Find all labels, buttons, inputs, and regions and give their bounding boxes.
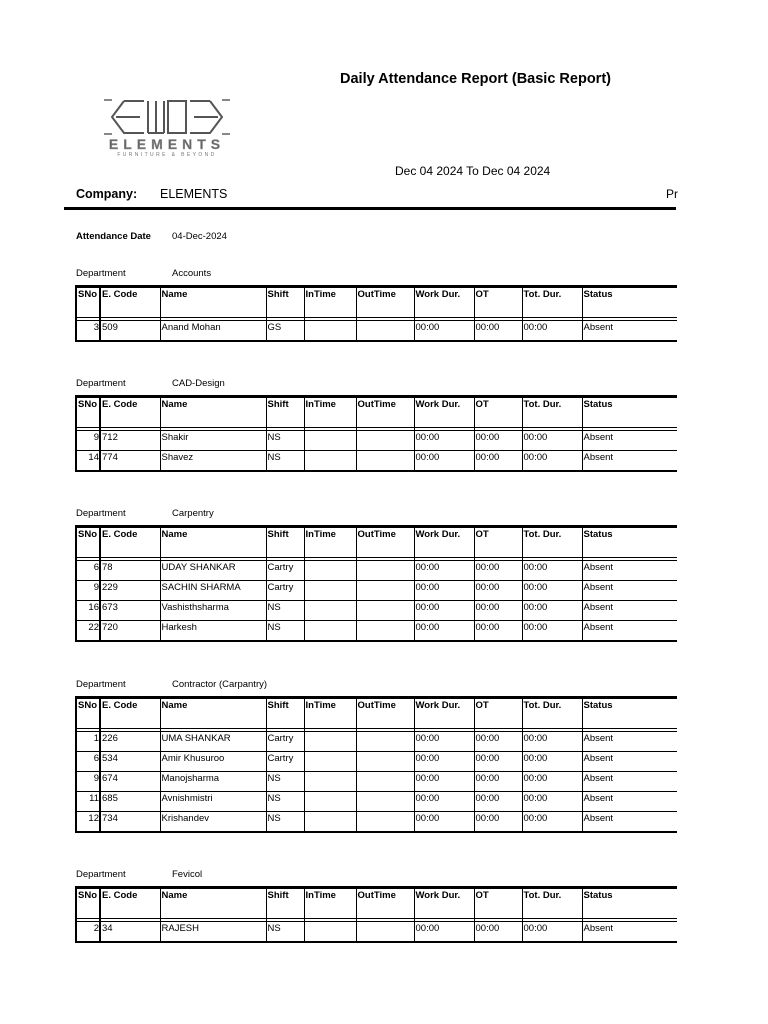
table-cell: Krishandev xyxy=(160,812,266,833)
attendance-table xyxy=(75,696,677,833)
table-cell: SACHIN SHARMA xyxy=(160,581,266,601)
table-cell: NS xyxy=(266,922,304,943)
table-cell: 00:00 xyxy=(474,431,522,451)
table-cell: 00:00 xyxy=(474,752,522,772)
column-header: InTime xyxy=(304,287,356,318)
table-cell: 00:00 xyxy=(522,752,582,772)
table-cell: 00:00 xyxy=(522,621,582,642)
table-cell: 00:00 xyxy=(414,321,474,342)
column-header: Shift xyxy=(266,287,304,318)
table-cell: 00:00 xyxy=(522,601,582,621)
table-cell: 00:00 xyxy=(414,581,474,601)
column-header: Tot. Dur. xyxy=(522,527,582,558)
column-header: E. Code xyxy=(100,287,160,318)
column-header: Tot. Dur. xyxy=(522,287,582,318)
table-cell: Anand Mohan xyxy=(160,321,266,342)
column-header: E. Code xyxy=(100,527,160,558)
table-cell: Absent xyxy=(582,601,677,621)
attendance-table xyxy=(75,886,677,943)
column-header: Name xyxy=(160,698,266,729)
table-row xyxy=(76,431,677,451)
department-name: CAD-Design xyxy=(172,378,225,389)
column-header: Status xyxy=(582,397,677,428)
table-cell: Absent xyxy=(582,321,677,342)
column-header: Status xyxy=(582,888,677,919)
column-header: OutTime xyxy=(356,287,414,318)
table-cell xyxy=(304,732,356,752)
column-header: Shift xyxy=(266,888,304,919)
column-header: Name xyxy=(160,397,266,428)
table-row xyxy=(76,451,677,472)
column-header: OutTime xyxy=(356,527,414,558)
table-cell: 00:00 xyxy=(474,601,522,621)
table-cell: 00:00 xyxy=(414,621,474,642)
column-header: Shift xyxy=(266,527,304,558)
table-cell: 00:00 xyxy=(474,451,522,472)
department-label: Department xyxy=(76,378,126,389)
table-cell xyxy=(304,812,356,833)
table-cell xyxy=(356,431,414,451)
table-cell: 00:00 xyxy=(522,772,582,792)
attendance-table xyxy=(75,285,677,342)
table-cell: NS xyxy=(266,772,304,792)
table-cell: Absent xyxy=(582,792,677,812)
table-cell: 00:00 xyxy=(474,581,522,601)
table-cell: 2 xyxy=(76,922,100,943)
column-header: Tot. Dur. xyxy=(522,397,582,428)
column-header: InTime xyxy=(304,397,356,428)
table-cell: Cartry xyxy=(266,581,304,601)
table-cell: 00:00 xyxy=(522,431,582,451)
table-row xyxy=(76,732,677,752)
column-header: OT xyxy=(474,698,522,729)
table-cell: 00:00 xyxy=(474,732,522,752)
table-cell: 14 xyxy=(76,451,100,472)
date-range: Dec 04 2024 To Dec 04 2024 xyxy=(395,164,551,178)
table-cell: UDAY SHANKAR xyxy=(160,561,266,581)
table-cell xyxy=(304,922,356,943)
table-cell: 226 xyxy=(100,732,160,752)
department-label: Department xyxy=(76,679,126,690)
table-cell: Amir Khusuroo xyxy=(160,752,266,772)
column-header: Name xyxy=(160,287,266,318)
company-value: ELEMENTS xyxy=(160,187,228,201)
column-header: SNo xyxy=(76,888,100,919)
column-header: Work Dur. xyxy=(414,397,474,428)
table-cell: 00:00 xyxy=(522,451,582,472)
department-name: Fevicol xyxy=(172,869,203,880)
table-cell: 00:00 xyxy=(474,772,522,792)
table-cell: 34 xyxy=(100,922,160,943)
column-header: Shift xyxy=(266,698,304,729)
table-cell: 734 xyxy=(100,812,160,833)
table-cell: 9 xyxy=(76,431,100,451)
table-cell xyxy=(356,732,414,752)
table-cell: 229 xyxy=(100,581,160,601)
table-cell: Absent xyxy=(582,451,677,472)
table-cell: Absent xyxy=(582,581,677,601)
column-header: OT xyxy=(474,527,522,558)
table-cell: 9 xyxy=(76,772,100,792)
table-cell xyxy=(356,792,414,812)
table-cell: NS xyxy=(266,601,304,621)
table-cell: 00:00 xyxy=(414,922,474,943)
column-header: Work Dur. xyxy=(414,287,474,318)
printed-on-label: Pr xyxy=(666,187,678,201)
table-cell: 6 xyxy=(76,752,100,772)
table-cell: 00:00 xyxy=(522,732,582,752)
table-cell: 12 xyxy=(76,812,100,833)
column-header: OutTime xyxy=(356,888,414,919)
table-cell: RAJESH xyxy=(160,922,266,943)
table-cell: 00:00 xyxy=(474,321,522,342)
company-label: Company: xyxy=(76,187,138,201)
table-cell: 509 xyxy=(100,321,160,342)
table-cell: 712 xyxy=(100,431,160,451)
table-cell: 11 xyxy=(76,792,100,812)
table-cell: 00:00 xyxy=(522,922,582,943)
table-cell: NS xyxy=(266,451,304,472)
table-cell xyxy=(356,752,414,772)
table-cell xyxy=(356,321,414,342)
column-header: Shift xyxy=(266,397,304,428)
header-divider xyxy=(64,207,676,210)
table-cell: 00:00 xyxy=(474,792,522,812)
attendance-table xyxy=(75,525,677,642)
table-cell: 00:00 xyxy=(414,752,474,772)
table-cell xyxy=(304,561,356,581)
table-cell: 00:00 xyxy=(522,321,582,342)
table-cell xyxy=(304,792,356,812)
column-header: InTime xyxy=(304,888,356,919)
column-header: SNo xyxy=(76,397,100,428)
department-label: Department xyxy=(76,869,126,880)
table-cell: Absent xyxy=(582,752,677,772)
table-cell: NS xyxy=(266,431,304,451)
table-cell: 00:00 xyxy=(414,561,474,581)
table-cell: 1 xyxy=(76,732,100,752)
table-cell: 00:00 xyxy=(414,792,474,812)
table-cell: Cartry xyxy=(266,732,304,752)
department-name: Accounts xyxy=(172,268,212,279)
table-cell: 9 xyxy=(76,581,100,601)
table-row xyxy=(76,621,677,642)
table-cell xyxy=(304,581,356,601)
column-header: Status xyxy=(582,287,677,318)
table-cell: 00:00 xyxy=(522,812,582,833)
elements-logo-icon xyxy=(64,95,270,157)
table-cell: 00:00 xyxy=(474,812,522,833)
table-cell xyxy=(356,812,414,833)
table-cell: UMA SHANKAR xyxy=(160,732,266,752)
table-cell: 00:00 xyxy=(474,621,522,642)
table-cell xyxy=(356,451,414,472)
table-cell: Cartry xyxy=(266,561,304,581)
table-cell: 00:00 xyxy=(474,922,522,943)
table-cell: Absent xyxy=(582,812,677,833)
table-cell xyxy=(356,621,414,642)
table-row xyxy=(76,561,677,581)
table-row xyxy=(76,581,677,601)
table-cell: Shakir xyxy=(160,431,266,451)
table-cell xyxy=(304,451,356,472)
table-row xyxy=(76,792,677,812)
column-header: SNo xyxy=(76,698,100,729)
table-cell xyxy=(356,561,414,581)
logo-text: ELEMENTS xyxy=(108,136,226,152)
column-header: OT xyxy=(474,287,522,318)
table-header-row xyxy=(76,397,677,428)
attendance-date-label: Attendance Date xyxy=(76,231,151,242)
logo-tagline: FURNITURE & BEYOND xyxy=(117,152,217,158)
table-header-row xyxy=(76,888,677,919)
attendance-date-value: 04-Dec-2024 xyxy=(172,231,227,242)
column-header: OutTime xyxy=(356,698,414,729)
table-cell: 16 xyxy=(76,601,100,621)
column-header: SNo xyxy=(76,527,100,558)
table-cell: 00:00 xyxy=(522,792,582,812)
table-cell: 6 xyxy=(76,561,100,581)
report-title: Daily Attendance Report (Basic Report) xyxy=(340,71,611,87)
table-cell xyxy=(304,752,356,772)
table-cell: 00:00 xyxy=(414,431,474,451)
table-cell: Vashisthsharma xyxy=(160,601,266,621)
table-cell: Absent xyxy=(582,732,677,752)
department-name: Contractor (Carpantry) xyxy=(172,679,268,690)
column-header: InTime xyxy=(304,527,356,558)
table-header-row xyxy=(76,287,677,318)
table-cell: 673 xyxy=(100,601,160,621)
table-cell: 78 xyxy=(100,561,160,581)
table-cell: Absent xyxy=(582,922,677,943)
column-header: OutTime xyxy=(356,397,414,428)
table-header-row xyxy=(76,527,677,558)
column-header: SNo xyxy=(76,287,100,318)
table-cell: 774 xyxy=(100,451,160,472)
table-row xyxy=(76,601,677,621)
table-cell: NS xyxy=(266,621,304,642)
table-cell xyxy=(356,601,414,621)
table-cell xyxy=(356,772,414,792)
column-header: OT xyxy=(474,888,522,919)
table-cell: Absent xyxy=(582,561,677,581)
table-cell: NS xyxy=(266,812,304,833)
column-header: E. Code xyxy=(100,698,160,729)
table-cell: 00:00 xyxy=(522,581,582,601)
table-cell: Absent xyxy=(582,431,677,451)
table-cell: 674 xyxy=(100,772,160,792)
column-header: E. Code xyxy=(100,888,160,919)
table-cell: 685 xyxy=(100,792,160,812)
table-cell: 22 xyxy=(76,621,100,642)
column-header: Work Dur. xyxy=(414,698,474,729)
table-row xyxy=(76,752,677,772)
table-cell: Absent xyxy=(582,621,677,642)
column-header: Status xyxy=(582,698,677,729)
table-cell xyxy=(356,922,414,943)
column-header: Name xyxy=(160,888,266,919)
table-cell: NS xyxy=(266,792,304,812)
table-row xyxy=(76,321,677,342)
table-cell: 00:00 xyxy=(414,451,474,472)
table-cell: 00:00 xyxy=(414,732,474,752)
department-label: Department xyxy=(76,268,126,279)
table-cell xyxy=(304,772,356,792)
table-cell: 534 xyxy=(100,752,160,772)
table-cell: Manojsharma xyxy=(160,772,266,792)
table-cell: Harkesh xyxy=(160,621,266,642)
column-header: Tot. Dur. xyxy=(522,888,582,919)
column-header: OT xyxy=(474,397,522,428)
table-cell: 00:00 xyxy=(522,561,582,581)
table-cell: 00:00 xyxy=(414,772,474,792)
table-header-row xyxy=(76,698,677,729)
column-header: Name xyxy=(160,527,266,558)
column-header: Work Dur. xyxy=(414,527,474,558)
table-cell xyxy=(356,581,414,601)
table-cell: 3 xyxy=(76,321,100,342)
table-row xyxy=(76,772,677,792)
table-cell xyxy=(304,321,356,342)
column-header: Work Dur. xyxy=(414,888,474,919)
attendance-table xyxy=(75,395,677,472)
table-cell: 720 xyxy=(100,621,160,642)
table-cell xyxy=(304,601,356,621)
table-cell: GS xyxy=(266,321,304,342)
table-cell: Absent xyxy=(582,772,677,792)
table-row xyxy=(76,922,677,943)
column-header: InTime xyxy=(304,698,356,729)
table-cell: Avnishmistri xyxy=(160,792,266,812)
table-cell: 00:00 xyxy=(474,561,522,581)
department-name: Carpentry xyxy=(172,508,214,519)
column-header: Tot. Dur. xyxy=(522,698,582,729)
table-cell: Cartry xyxy=(266,752,304,772)
column-header: E. Code xyxy=(100,397,160,428)
department-label: Department xyxy=(76,508,126,519)
table-cell xyxy=(304,621,356,642)
table-cell xyxy=(304,431,356,451)
table-row xyxy=(76,812,677,833)
column-header: Status xyxy=(582,527,677,558)
table-cell: 00:00 xyxy=(414,812,474,833)
table-cell: 00:00 xyxy=(414,601,474,621)
table-cell: Shavez xyxy=(160,451,266,472)
